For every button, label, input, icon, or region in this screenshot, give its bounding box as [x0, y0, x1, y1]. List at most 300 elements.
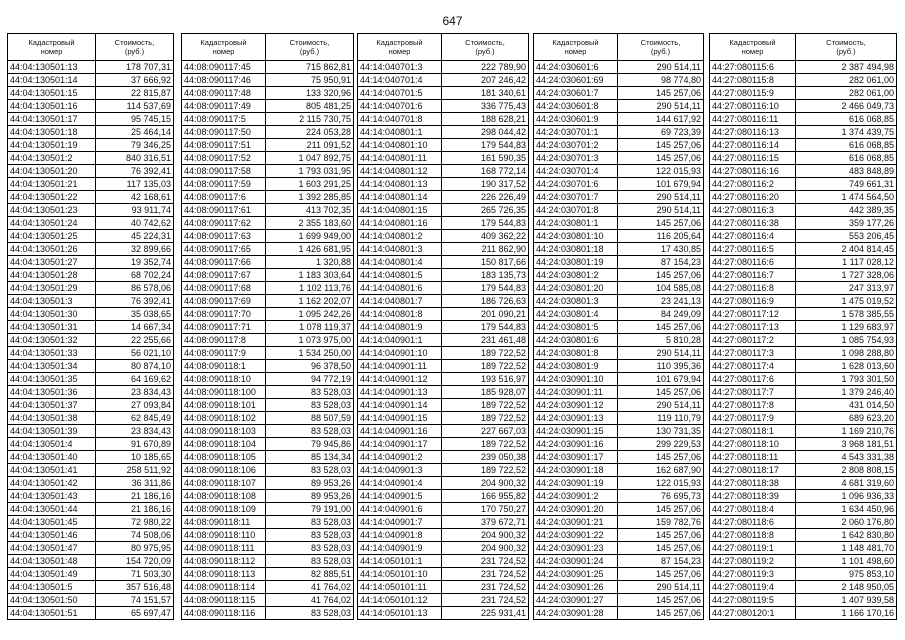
cadastral-number-cell: 44:27:080117:4 [710, 360, 796, 373]
cadastral-number-cell: 44:08:090118:112 [182, 555, 266, 568]
cost-cell: 1 407 939,58 [796, 594, 897, 607]
cadastral-number-cell: 44:08:090118:113 [182, 568, 266, 581]
cadastral-number-cell: 44:27:080117:7 [710, 386, 796, 399]
table-row [182, 334, 354, 347]
cost-cell: 83 528,03 [266, 607, 354, 620]
table-row [182, 113, 354, 126]
table-row [534, 516, 704, 529]
cadastral-number-cell: 44:27:080115:6 [710, 61, 796, 74]
cadastral-number-cell: 44:08:090118:111 [182, 542, 266, 555]
table-row [8, 542, 174, 555]
cost-cell: 1 634 450,96 [796, 503, 897, 516]
cadastral-number-cell: 44:08:090117:68 [182, 282, 266, 295]
table-row [8, 529, 174, 542]
table-row [358, 61, 529, 74]
table-row [358, 74, 529, 87]
cost-cell: 145 257,06 [618, 139, 704, 152]
cadastral-number-cell: 44:24:030701:1 [534, 126, 618, 139]
cadastral-number-cell: 44:27:080116:6 [710, 256, 796, 269]
cadastral-number-cell: 44:04:130501:46 [8, 529, 96, 542]
header-line: (руб.) [836, 47, 856, 56]
table-row [182, 399, 354, 412]
cost-cell: 1 642 830,80 [796, 529, 897, 542]
table-row [8, 425, 174, 438]
cost-cell: 98 774,80 [618, 74, 704, 87]
cost-cell: 2 355 183,60 [266, 217, 354, 230]
cost-cell: 179 544,83 [442, 217, 529, 230]
cadastral-number-cell: 44:08:090118:100 [182, 386, 266, 399]
table-row [8, 477, 174, 490]
table-row [182, 204, 354, 217]
cost-cell: 616 068,85 [796, 152, 897, 165]
cadastral-number-cell: 44:08:090117:59 [182, 178, 266, 191]
cadastral-number-cell: 44:04:130501:5 [8, 581, 96, 594]
table-row [710, 256, 897, 269]
cost-cell: 145 257,06 [618, 594, 704, 607]
table-header-row [358, 34, 529, 61]
cost-cell: 1 727 328,06 [796, 269, 897, 282]
cadastral-number-header [710, 34, 796, 61]
cost-cell: 41 764,02 [266, 594, 354, 607]
cost-cell: 76 392,41 [96, 165, 174, 178]
cadastral-number-cell: 44:24:030901:18 [534, 464, 618, 477]
cadastral-number-cell: 44:24:030901:17 [534, 451, 618, 464]
cadastral-number-cell: 44:08:090117:50 [182, 126, 266, 139]
cost-cell: 144 617,92 [618, 113, 704, 126]
cadastral-number-cell: 44:04:130501:19 [8, 139, 96, 152]
table-row [8, 308, 174, 321]
table-row [8, 334, 174, 347]
table-row [8, 607, 174, 620]
table-row [534, 217, 704, 230]
cost-cell: 1 793 301,50 [796, 373, 897, 386]
cost-cell: 1 095 242,26 [266, 308, 354, 321]
cost-cell: 185 928,07 [442, 386, 529, 399]
cost-cell: 2 404 814,45 [796, 243, 897, 256]
cadastral-number-cell: 44:27:080118:11 [710, 451, 796, 464]
cadastral-number-cell: 44:24:030901:13 [534, 412, 618, 425]
cadastral-number-cell: 44:24:030901:21 [534, 516, 618, 529]
cost-cell: 190 317,52 [442, 178, 529, 191]
table-row [534, 334, 704, 347]
cost-cell: 83 528,03 [266, 386, 354, 399]
cadastral-number-cell: 44:14:040901:3 [358, 464, 442, 477]
cost-cell: 84 249,09 [618, 308, 704, 321]
cost-cell: 1 474 564,50 [796, 191, 897, 204]
cadastral-number-cell: 44:27:080118:38 [710, 477, 796, 490]
cadastral-number-cell: 44:14:040801:2 [358, 230, 442, 243]
cadastral-number-cell: 44:14:040801:6 [358, 282, 442, 295]
cadastral-number-cell: 44:08:090118:108 [182, 490, 266, 503]
cost-cell: 201 090,21 [442, 308, 529, 321]
cost-cell: 224 053,28 [266, 126, 354, 139]
cadastral-number-cell: 44:08:090117:63 [182, 230, 266, 243]
cadastral-number-cell: 44:04:130501:41 [8, 464, 96, 477]
cost-cell: 2 148 950,05 [796, 581, 897, 594]
cost-cell: 83 528,03 [266, 464, 354, 477]
cadastral-number-cell: 44:08:090118:109 [182, 503, 266, 516]
table-row [710, 399, 897, 412]
cadastral-number-cell: 44:04:130501:29 [8, 282, 96, 295]
table-row [358, 178, 529, 191]
cost-cell: 150 817,66 [442, 256, 529, 269]
cadastral-number-cell: 44:14:050101:12 [358, 594, 442, 607]
cadastral-number-cell: 44:04:130501:38 [8, 412, 96, 425]
cost-cell: 379 672,71 [442, 516, 529, 529]
table-row [534, 386, 704, 399]
cost-cell: 186 726,63 [442, 295, 529, 308]
table-row [358, 412, 529, 425]
table-row [710, 113, 897, 126]
table-row [710, 282, 897, 295]
cadastral-number-cell: 44:27:080118:1 [710, 425, 796, 438]
table-row [358, 451, 529, 464]
cadastral-number-cell: 44:14:040801:16 [358, 217, 442, 230]
table-row [358, 100, 529, 113]
table-row [710, 451, 897, 464]
cadastral-number-cell: 44:24:030601:9 [534, 113, 618, 126]
table-row [534, 113, 704, 126]
table-row [182, 61, 354, 74]
cost-cell: 56 021,10 [96, 347, 174, 360]
table-row [358, 529, 529, 542]
table-row [358, 425, 529, 438]
cost-cell: 1 392 285,85 [266, 191, 354, 204]
cadastral-number-cell: 44:14:040801:9 [358, 321, 442, 334]
table-row [8, 178, 174, 191]
table-row [710, 152, 897, 165]
cost-cell: 189 722,52 [442, 438, 529, 451]
table-row [358, 113, 529, 126]
cost-cell: 282 061,00 [796, 87, 897, 100]
cadastral-number-cell: 44:08:090117:48 [182, 87, 266, 100]
table-row [710, 412, 897, 425]
table-row [182, 152, 354, 165]
table-header-row [710, 34, 897, 61]
table-row [358, 503, 529, 516]
cost-cell: 114 537,69 [96, 100, 174, 113]
cost-cell: 22 255,66 [96, 334, 174, 347]
cost-cell: 1 374 439,75 [796, 126, 897, 139]
cadastral-number-cell: 44:27:080115:9 [710, 87, 796, 100]
cadastral-number-cell: 44:27:080117:13 [710, 321, 796, 334]
cadastral-number-cell: 44:27:080119:1 [710, 542, 796, 555]
table-row [710, 529, 897, 542]
table-row [534, 503, 704, 516]
cost-cell: 840 316,51 [96, 152, 174, 165]
table-row [534, 243, 704, 256]
table-row [710, 607, 897, 620]
table-row [358, 347, 529, 360]
header-line: Стоимость, [289, 38, 330, 47]
cadastral-number-cell: 44:04:130501:4 [8, 438, 96, 451]
cadastral-number-cell: 44:04:130501:25 [8, 230, 96, 243]
cadastral-number-cell: 44:08:090118:102 [182, 412, 266, 425]
table-row [182, 386, 354, 399]
table-row [8, 490, 174, 503]
table-row [358, 126, 529, 139]
cadastral-number-cell: 44:08:090117:58 [182, 165, 266, 178]
header-line: Стоимость, [826, 38, 866, 47]
cost-cell: 122 015,93 [618, 165, 704, 178]
table-row [534, 568, 704, 581]
table-row [8, 347, 174, 360]
cost-cell: 204 900,32 [442, 542, 529, 555]
cost-cell: 82 885,51 [266, 568, 354, 581]
cost-cell: 79 346,25 [96, 139, 174, 152]
cadastral-number-cell: 44:14:040901:13 [358, 386, 442, 399]
cost-cell: 22 815,87 [96, 87, 174, 100]
cadastral-number-header [182, 34, 266, 61]
cadastral-number-cell: 44:14:040701:6 [358, 100, 442, 113]
cadastral-number-cell: 44:08:090117:5 [182, 113, 266, 126]
cadastral-number-cell: 44:04:130501:50 [8, 594, 96, 607]
cost-cell: 145 257,06 [618, 87, 704, 100]
table-row [534, 581, 704, 594]
cadastral-number-cell: 44:27:080116:7 [710, 269, 796, 282]
table-row [8, 412, 174, 425]
table-row [710, 581, 897, 594]
cost-cell: 104 585,08 [618, 282, 704, 295]
cadastral-number-cell: 44:14:040801:3 [358, 243, 442, 256]
table-row [358, 334, 529, 347]
header-line: Стоимость, [114, 38, 155, 47]
cadastral-number-cell: 44:04:130501:39 [8, 425, 96, 438]
cost-cell: 290 514,11 [618, 399, 704, 412]
cost-cell: 413 702,35 [266, 204, 354, 217]
cadastral-number-cell: 44:14:040801:5 [358, 269, 442, 282]
table-row [710, 503, 897, 516]
cadastral-number-cell: 44:04:130501:18 [8, 126, 96, 139]
cadastral-number-cell: 44:04:130501:28 [8, 269, 96, 282]
table-row [710, 178, 897, 191]
cost-cell: 1 699 949,00 [266, 230, 354, 243]
cost-cell: 231 724,52 [442, 555, 529, 568]
cadastral-number-cell: 44:04:130501:40 [8, 451, 96, 464]
table-row [534, 412, 704, 425]
cost-cell: 211 091,52 [266, 139, 354, 152]
table-row [358, 594, 529, 607]
table-row [358, 139, 529, 152]
cadastral-number-cell: 44:04:130501:17 [8, 113, 96, 126]
cadastral-number-cell: 44:04:130501:21 [8, 178, 96, 191]
cost-cell: 442 389,35 [796, 204, 897, 217]
cost-cell: 62 845,49 [96, 412, 174, 425]
table-row [8, 451, 174, 464]
table-row [8, 243, 174, 256]
cost-cell: 80 874,10 [96, 360, 174, 373]
table-row [8, 373, 174, 386]
table-row [182, 217, 354, 230]
cost-cell: 168 772,14 [442, 165, 529, 178]
table-header-row [534, 34, 704, 61]
cadastral-number-cell: 44:27:080116:16 [710, 165, 796, 178]
table-row [182, 568, 354, 581]
cost-cell: 290 514,11 [618, 347, 704, 360]
cadastral-number-cell: 44:04:130501:26 [8, 243, 96, 256]
cadastral-number-cell: 44:27:080117:6 [710, 373, 796, 386]
cadastral-number-cell: 44:24:030601:69 [534, 74, 618, 87]
table-row [8, 256, 174, 269]
cadastral-number-cell: 44:24:030901:15 [534, 425, 618, 438]
cadastral-number-cell: 44:08:090117:9 [182, 347, 266, 360]
cadastral-number-cell: 44:08:090118:116 [182, 607, 266, 620]
cadastral-number-cell: 44:04:130501:22 [8, 191, 96, 204]
cost-cell: 239 050,38 [442, 451, 529, 464]
cadastral-number-cell: 44:27:080116:8 [710, 282, 796, 295]
cost-cell: 87 154,23 [618, 555, 704, 568]
table-row [534, 269, 704, 282]
table-row [8, 438, 174, 451]
cost-cell: 35 038,65 [96, 308, 174, 321]
table-row [710, 516, 897, 529]
header-line: Кадастровый [729, 38, 776, 47]
cadastral-number-cell: 44:04:130501:43 [8, 490, 96, 503]
cadastral-number-cell: 44:14:040901:6 [358, 503, 442, 516]
table-row [182, 477, 354, 490]
header-line: номер [741, 47, 764, 56]
cadastral-number-cell: 44:14:040801:7 [358, 295, 442, 308]
cadastral-number-cell: 44:08:090117:67 [182, 269, 266, 282]
table-row [8, 204, 174, 217]
table-row [182, 126, 354, 139]
cadastral-number-cell: 44:04:130501:37 [8, 399, 96, 412]
cadastral-number-cell: 44:14:040801:10 [358, 139, 442, 152]
cost-cell: 89 953,26 [266, 477, 354, 490]
cadastral-number-header [534, 34, 618, 61]
table-row [182, 191, 354, 204]
table-row [358, 464, 529, 477]
cadastral-number-cell: 44:08:090117:8 [182, 334, 266, 347]
cost-cell: 227 667,03 [442, 425, 529, 438]
cadastral-number-cell: 44:24:030701:2 [534, 139, 618, 152]
cost-cell: 431 014,50 [796, 399, 897, 412]
table-row [710, 542, 897, 555]
cadastral-number-cell: 44:24:030901:28 [534, 607, 618, 620]
cadastral-number-cell: 44:14:040801:13 [358, 178, 442, 191]
cadastral-number-cell: 44:04:130501:49 [8, 568, 96, 581]
cadastral-number-cell: 44:24:030901:23 [534, 542, 618, 555]
cost-cell: 1 047 892,75 [266, 152, 354, 165]
table-row [8, 464, 174, 477]
cadastral-number-cell: 44:08:090118:106 [182, 464, 266, 477]
cost-cell: 1 078 119,37 [266, 321, 354, 334]
cadastral-number-cell: 44:14:040701:4 [358, 74, 442, 87]
table-row [8, 87, 174, 100]
cadastral-number-cell: 44:14:040901:2 [358, 451, 442, 464]
cost-cell: 122 015,93 [618, 477, 704, 490]
table-row [710, 386, 897, 399]
cadastral-number-cell: 44:04:130501:35 [8, 373, 96, 386]
table-row [358, 230, 529, 243]
table-row [358, 165, 529, 178]
cadastral-number-cell: 44:14:040801:11 [358, 152, 442, 165]
cost-cell: 72 980,22 [96, 516, 174, 529]
cost-cell: 95 745,15 [96, 113, 174, 126]
cost-cell: 1 162 202,07 [266, 295, 354, 308]
cost-cell: 68 702,24 [96, 269, 174, 282]
table-row [358, 516, 529, 529]
cadastral-number-cell: 44:24:030801:19 [534, 256, 618, 269]
table-row [182, 100, 354, 113]
cadastral-number-cell: 44:27:080116:10 [710, 100, 796, 113]
cadastral-number-cell: 44:14:040801:8 [358, 308, 442, 321]
cost-cell: 207 246,42 [442, 74, 529, 87]
cost-cell: 145 257,06 [618, 607, 704, 620]
cost-cell: 166 955,82 [442, 490, 529, 503]
cadastral-number-cell: 44:24:030901:12 [534, 399, 618, 412]
cadastral-number-cell: 44:08:090117:70 [182, 308, 266, 321]
cost-cell: 805 481,25 [266, 100, 354, 113]
cost-cell: 189 722,52 [442, 347, 529, 360]
cost-cell: 1 793 031,95 [266, 165, 354, 178]
table-row [534, 464, 704, 477]
table-row [182, 74, 354, 87]
header-line: Кадастровый [28, 38, 75, 47]
cost-cell: 193 516,97 [442, 373, 529, 386]
table-row [358, 87, 529, 100]
cost-cell: 1 628 013,60 [796, 360, 897, 373]
cost-cell: 83 528,03 [266, 555, 354, 568]
cost-cell: 179 544,83 [442, 321, 529, 334]
cost-cell: 357 516,48 [96, 581, 174, 594]
cadastral-number-cell: 44:14:040801:4 [358, 256, 442, 269]
cost-cell: 1 117 028,12 [796, 256, 897, 269]
cost-cell: 1 183 303,64 [266, 269, 354, 282]
cadastral-number-cell: 44:08:090118:104 [182, 438, 266, 451]
table-row [534, 295, 704, 308]
table-row [8, 152, 174, 165]
cost-cell: 2 466 049,73 [796, 100, 897, 113]
table-row [8, 230, 174, 243]
table-row [710, 204, 897, 217]
table-row [358, 542, 529, 555]
table-row [710, 490, 897, 503]
cadastral-number-cell: 44:08:090118:105 [182, 451, 266, 464]
cost-cell: 1 102 113,76 [266, 282, 354, 295]
table-row [182, 360, 354, 373]
cadastral-number-cell: 44:14:040901:1 [358, 334, 442, 347]
cost-cell: 133 320,96 [266, 87, 354, 100]
cadastral-number-cell: 44:24:030701:4 [534, 165, 618, 178]
cost-cell: 2 808 808,15 [796, 464, 897, 477]
table-row [182, 581, 354, 594]
cadastral-number-cell: 44:14:040901:8 [358, 529, 442, 542]
cost-cell: 80 975,95 [96, 542, 174, 555]
cadastral-number-cell: 44:27:080118:4 [710, 503, 796, 516]
cadastral-number-cell: 44:08:090117:65 [182, 243, 266, 256]
table-row [358, 282, 529, 295]
cost-cell: 145 257,06 [618, 503, 704, 516]
cost-cell: 27 093,84 [96, 399, 174, 412]
table-row [182, 490, 354, 503]
cost-cell: 3 968 181,51 [796, 438, 897, 451]
cadastral-number-cell: 44:08:090117:52 [182, 152, 266, 165]
table-row [710, 373, 897, 386]
table-row [358, 269, 529, 282]
header-line: номер [40, 47, 63, 56]
table-row [8, 269, 174, 282]
cadastral-number-cell: 44:04:130501:31 [8, 321, 96, 334]
cadastral-number-cell: 44:08:090118:101 [182, 399, 266, 412]
table-row [710, 334, 897, 347]
cost-header [796, 34, 897, 61]
cost-cell: 64 169,62 [96, 373, 174, 386]
cadastral-number-cell: 44:24:030701:3 [534, 152, 618, 165]
cadastral-number-cell: 44:27:080116:13 [710, 126, 796, 139]
cadastral-number-cell: 44:08:090117:69 [182, 295, 266, 308]
cadastral-number-cell: 44:08:090118:114 [182, 581, 266, 594]
